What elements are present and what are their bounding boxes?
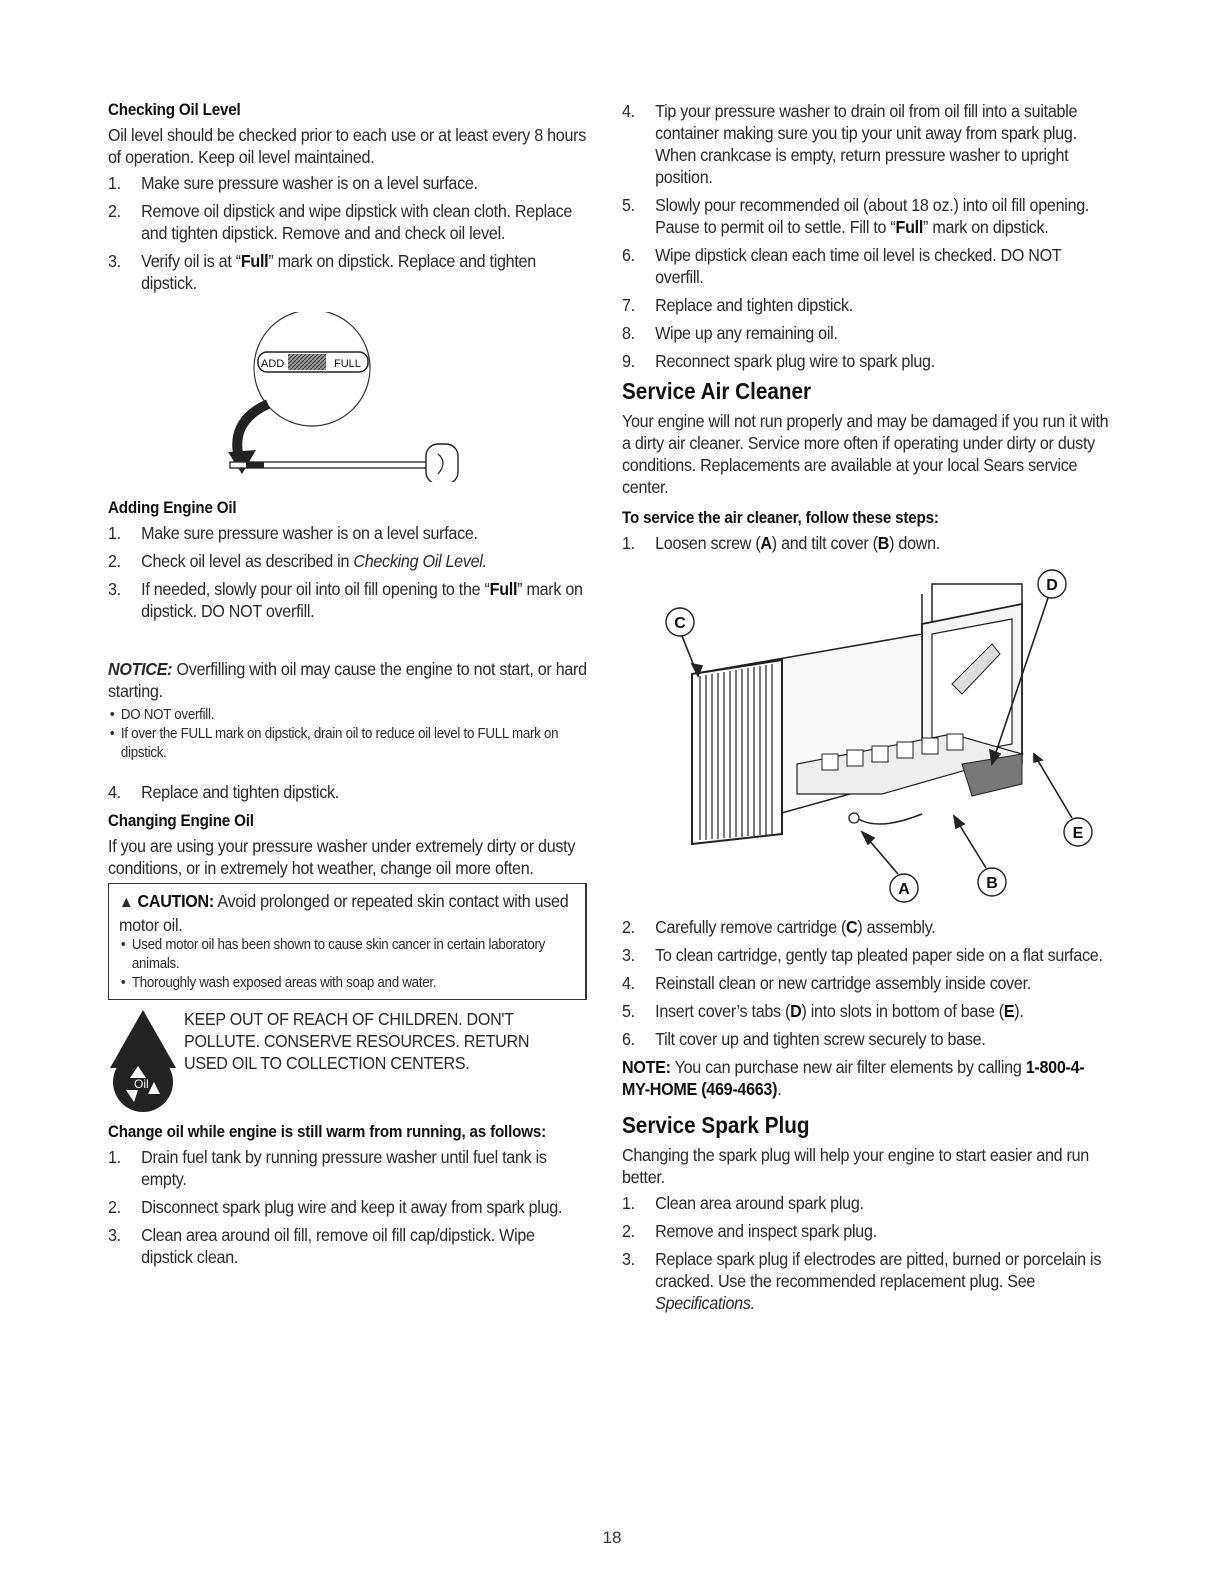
notice-bullet: • DO NOT overfill. bbox=[108, 706, 587, 725]
callout-d: D bbox=[1046, 577, 1058, 594]
list-item: 5. Insert cover’s tabs (D) into slots in bottom of base (E). bbox=[622, 1001, 1024, 1021]
page-number: 18 bbox=[602, 1528, 622, 1547]
callout-a: A bbox=[898, 881, 910, 898]
air-cleaner-figure bbox=[622, 564, 1112, 904]
list-item: 3. If needed, slowly pour oil into oil fill opening to the “Full” mark on dipstick. DO NOT overfill. bbox=[108, 579, 583, 621]
continued-steps bbox=[622, 100, 1109, 372]
recycle-text: KEEP OUT OF REACH OF CHILDREN. DON'T POLLUTE. CONSERVE RESOURCES. RETURN USED OIL TO COLLECTION CENTERS. bbox=[184, 1009, 530, 1073]
list-item: 2. Carefully remove cartridge (C) assembly. bbox=[622, 917, 936, 937]
air-cleaner-steps bbox=[622, 916, 1109, 1050]
list-item: 7. Replace and tighten dipstick. bbox=[622, 295, 853, 315]
air-steps-title: To service the air cleaner, follow these steps: bbox=[622, 509, 939, 527]
changing-oil-intro: If you are using your pressure washer under extremely dirty or dusty conditions, or in extremely hot weather, change oil more often. bbox=[108, 836, 576, 878]
caution-box: ▲ CAUTION: Avoid prolonged or repeated skin contact with used motor oil. • Used motor oil has been shown to cause skin cancer in certain laboratory animals. • Thoroughly wash exposed areas with soap and water. bbox=[108, 883, 587, 1000]
list-item: 4. Tip your pressure washer to drain oil from oil fill into a suitable container making sure you tip your unit away from spark plug. When crankcase is empty, return pressure washer to upright position. bbox=[622, 101, 1078, 187]
callout-b: B bbox=[986, 875, 998, 892]
list-item: 4. Reinstall clean or new cartridge assembly inside cover. bbox=[622, 973, 1031, 993]
list-item: 3. To clean cartridge, gently tap pleated paper side on a flat surface. bbox=[622, 945, 1103, 965]
warning-triangle-icon: ▲ bbox=[119, 894, 134, 911]
adding-oil-steps bbox=[108, 522, 587, 622]
list-item: 1. Drain fuel tank by running pressure washer until fuel tank is empty. bbox=[108, 1147, 547, 1189]
right-column bbox=[622, 100, 1112, 1320]
left-column bbox=[108, 100, 590, 1274]
notice-bullet: • If over the FULL mark on dipstick, drain oil to reduce oil level to FULL mark on dipstick. bbox=[108, 725, 587, 763]
full-mark-label: FULL bbox=[334, 358, 361, 370]
recycle-oil-icon bbox=[108, 1008, 178, 1116]
notice: NOTICE: Overfilling with oil may cause the engine to not start, or hard starting. bbox=[108, 659, 587, 701]
callout-e: E bbox=[1072, 825, 1084, 842]
caution-bullet: • Thoroughly wash exposed areas with soap and water. bbox=[119, 974, 572, 993]
list-item: 2. Remove oil dipstick and wipe dipstick with clean cloth. Replace and tighten dipstick. Remove and and check oil level. bbox=[108, 201, 573, 243]
caution-bullet: • Used motor oil has been shown to cause skin cancer in certain laboratory animals. bbox=[119, 936, 572, 974]
notice-label: NOTICE: bbox=[108, 659, 173, 679]
air-cleaner-illustration bbox=[622, 564, 1112, 904]
dipstick-illustration bbox=[108, 312, 590, 482]
dipstick-figure bbox=[108, 312, 590, 482]
list-item: 3. Verify oil is at “Full” mark on dipstick. Replace and tighten dipstick. bbox=[108, 251, 536, 293]
oil-icon-label: Oil bbox=[134, 1077, 149, 1091]
list-item: 8. Wipe up any remaining oil. bbox=[622, 323, 838, 343]
list-item: 3. Replace spark plug if electrodes are pitted, burned or porcelain is cracked. Use the recommended replacement plug. See Specifications. bbox=[622, 1249, 1102, 1313]
recycle-notice bbox=[108, 1008, 590, 1116]
list-item: 2. Remove and inspect spark plug. bbox=[622, 1221, 877, 1241]
air-filter-note: NOTE: You can purchase new air filter elements by calling 1-800-4-MY-HOME (469-4663). bbox=[622, 1057, 1085, 1099]
spark-plug-intro: Changing the spark plug will help your engine to start easier and run better. bbox=[622, 1145, 1089, 1187]
callout-c: C bbox=[674, 615, 686, 632]
list-item: 5. Slowly pour recommended oil (about 18 oz.) into oil fill opening. Pause to permit oil to settle. Fill to “Full” mark on dipstick. bbox=[622, 195, 1090, 237]
checking-oil-intro: Oil level should be checked prior to each use or at least every 8 hours of operation. Keep oil level maintained. bbox=[108, 125, 586, 167]
caution-label: CAUTION: bbox=[137, 891, 215, 911]
list-item: 1. Loosen screw (A) and tilt cover (B) down. bbox=[622, 533, 941, 553]
list-item: 1. Make sure pressure washer is on a level surface. bbox=[108, 523, 478, 543]
list-item: 1. Make sure pressure washer is on a level surface. bbox=[108, 173, 478, 193]
air-cleaner-intro: Your engine will not run properly and may be damaged if you run it with a dirty air cleaner. Service more often if operating under dirty or dusty conditions. Replacements are available at your local Sears service center. bbox=[622, 411, 1109, 497]
add-mark-label: ADD bbox=[261, 358, 285, 370]
list-item: 3. Clean area around oil fill, remove oil fill cap/dipstick. Wipe dipstick clean. bbox=[108, 1225, 535, 1267]
list-item: 9. Reconnect spark plug wire to spark plug. bbox=[622, 351, 935, 371]
list-item: 6. Tilt cover up and tighten screw securely to base. bbox=[622, 1029, 986, 1049]
list-item: 4. Replace and tighten dipstick. bbox=[108, 782, 339, 802]
list-item: 2. Disconnect spark plug wire and keep it away from spark plug. bbox=[108, 1197, 563, 1217]
spark-plug-steps bbox=[622, 1192, 1109, 1314]
list-item: 2. Check oil level as described in Checking Oil Level. bbox=[108, 551, 487, 571]
list-item: 6. Wipe dipstick clean each time oil level is checked. DO NOT overfill. bbox=[622, 245, 1062, 287]
list-item: 1. Clean area around spark plug. bbox=[622, 1193, 864, 1213]
service-spark-plug-title: Service Spark Plug bbox=[622, 1112, 810, 1138]
warm-oil-title: Change oil while engine is still warm from running, as follows: bbox=[108, 1123, 546, 1141]
adding-oil-title: Adding Engine Oil bbox=[108, 499, 237, 517]
checking-oil-steps bbox=[108, 172, 587, 294]
service-air-cleaner-title: Service Air Cleaner bbox=[622, 378, 812, 404]
warm-oil-steps bbox=[108, 1146, 587, 1268]
phone-number: 1-800-4-MY-HOME (469-4663) bbox=[622, 1057, 1085, 1099]
changing-oil-title: Changing Engine Oil bbox=[108, 812, 254, 830]
checking-oil-title: Checking Oil Level bbox=[108, 101, 241, 119]
